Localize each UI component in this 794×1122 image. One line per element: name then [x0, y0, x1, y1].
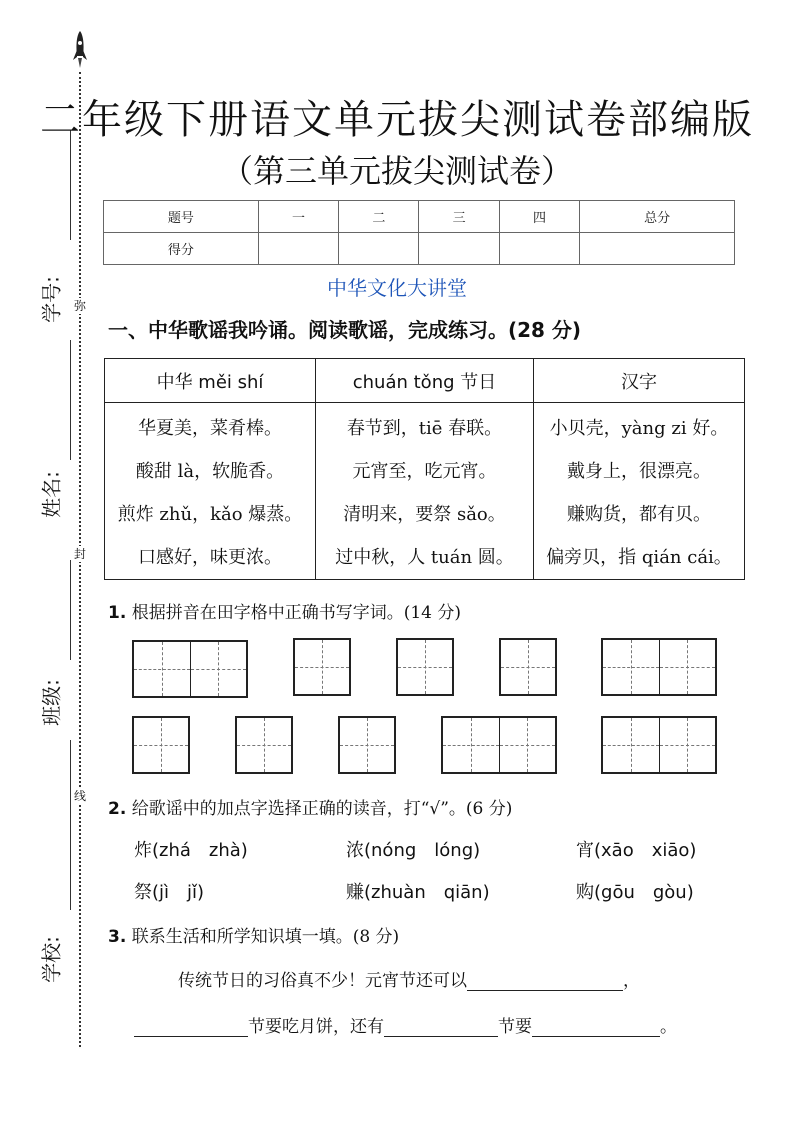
score-cell[interactable]	[580, 233, 735, 265]
song-col-header: 中华 měi shí	[105, 359, 316, 403]
question-text: 联系生活和所学知识填一填。(8 分)	[131, 927, 400, 947]
answer-blank[interactable]	[134, 1019, 248, 1037]
song-line: 煎炸 zhǔ，kǎo 爆蒸。	[117, 504, 303, 525]
seal-char-xian: 线	[73, 789, 86, 803]
fill-text: 。	[660, 1017, 677, 1037]
part1-title: 一、中华歌谣我吟诵。阅读歌谣，完成练习。(28 分)	[108, 318, 582, 342]
section-heading: 中华文化大讲堂	[327, 276, 467, 300]
question-number: 1.	[108, 603, 127, 623]
seal-char-mi: 弥	[73, 299, 86, 313]
song-line: 华夏美，菜肴棒。	[138, 418, 282, 439]
score-cell[interactable]	[258, 233, 338, 265]
song-col-header: 汉字	[534, 359, 745, 403]
answer-blank[interactable]	[384, 1019, 498, 1037]
seal-char-feng: 封	[73, 547, 86, 561]
rocket-icon	[72, 30, 88, 70]
page-title: 二年级下册语文单元拔尖测试卷部编版	[40, 97, 754, 143]
answer-blank[interactable]	[532, 1019, 660, 1037]
pinyin-option[interactable]: 宵(xāo xiāo)	[576, 840, 697, 861]
question-number: 2.	[108, 799, 127, 819]
song-column	[105, 403, 316, 580]
score-header: 二	[339, 201, 419, 233]
pinyin-option[interactable]: 赚(zhuàn qiān)	[346, 882, 490, 903]
tian-grid[interactable]	[499, 638, 557, 696]
question-number: 3.	[108, 927, 127, 947]
song-line: 赚购货，都有贝。	[567, 504, 711, 525]
question-1	[108, 598, 461, 623]
song-col-header: chuán tǒng 节日	[316, 359, 534, 403]
score-header: 四	[499, 201, 579, 233]
question-3	[108, 922, 399, 947]
score-row-label: 得分	[104, 233, 259, 265]
fill-line-1	[178, 966, 640, 991]
tian-grid[interactable]	[441, 716, 557, 774]
question-2	[108, 794, 512, 819]
score-header: 题号	[104, 201, 259, 233]
tian-grid[interactable]	[338, 716, 396, 774]
score-cell[interactable]	[499, 233, 579, 265]
student-id-label: 学号:	[39, 276, 64, 323]
name-label: 姓名:	[39, 471, 64, 518]
pinyin-option[interactable]: 炸(zhá zhà)	[134, 840, 248, 861]
song-column	[534, 403, 745, 580]
tian-grid[interactable]	[601, 716, 717, 774]
score-header: 三	[419, 201, 499, 233]
question-text: 根据拼音在田字格中正确书写字词。(14 分)	[131, 603, 462, 623]
song-line: 酸甜 là，软脆香。	[135, 461, 285, 482]
score-table	[103, 200, 735, 265]
tian-grid[interactable]	[293, 638, 351, 696]
score-cell[interactable]	[339, 233, 419, 265]
score-header: 总分	[580, 201, 735, 233]
pinyin-option[interactable]: 浓(nóng lóng)	[346, 840, 481, 861]
song-line: 春节到，tiē 春联。	[346, 418, 503, 439]
fill-text: 传统节日的习俗真不少！元宵节还可以	[178, 971, 467, 991]
fill-text: ，	[623, 971, 640, 991]
song-line: 过中秋，人 tuán 圆。	[335, 547, 514, 568]
pinyin-option[interactable]: 祭(jì jǐ)	[134, 882, 205, 903]
score-header: 一	[258, 201, 338, 233]
score-cell[interactable]	[419, 233, 499, 265]
tian-grid[interactable]	[396, 638, 454, 696]
song-line: 口感好，味更浓。	[138, 547, 282, 568]
school-label: 学校:	[39, 936, 64, 983]
tian-grid[interactable]	[132, 716, 190, 774]
pinyin-option[interactable]: 购(gōu gòu)	[576, 882, 694, 903]
tian-grid[interactable]	[132, 640, 248, 698]
song-line: 元宵至，吃元宵。	[352, 461, 497, 482]
fill-text: 节要	[498, 1017, 532, 1037]
question-text: 给歌谣中的加点字选择正确的读音，打“√”。(6 分)	[131, 799, 513, 819]
fill-line-2	[134, 1012, 677, 1037]
class-label: 班级:	[39, 679, 64, 726]
tian-grid[interactable]	[235, 716, 293, 774]
tian-grid[interactable]	[601, 638, 717, 696]
song-line: 清明来，要祭 sǎo。	[343, 504, 506, 525]
fill-text: 节要吃月饼，还有	[248, 1017, 384, 1037]
song-column	[316, 403, 534, 580]
song-line: 戴身上，很漂亮。	[567, 461, 711, 482]
song-line: 偏旁贝，指 qián cái。	[546, 547, 732, 568]
song-line: 小贝壳，yàng zi 好。	[549, 418, 729, 439]
answer-blank[interactable]	[467, 973, 623, 991]
page-subtitle: （第三单元拔尖测试卷）	[220, 152, 573, 190]
song-table	[104, 358, 745, 580]
